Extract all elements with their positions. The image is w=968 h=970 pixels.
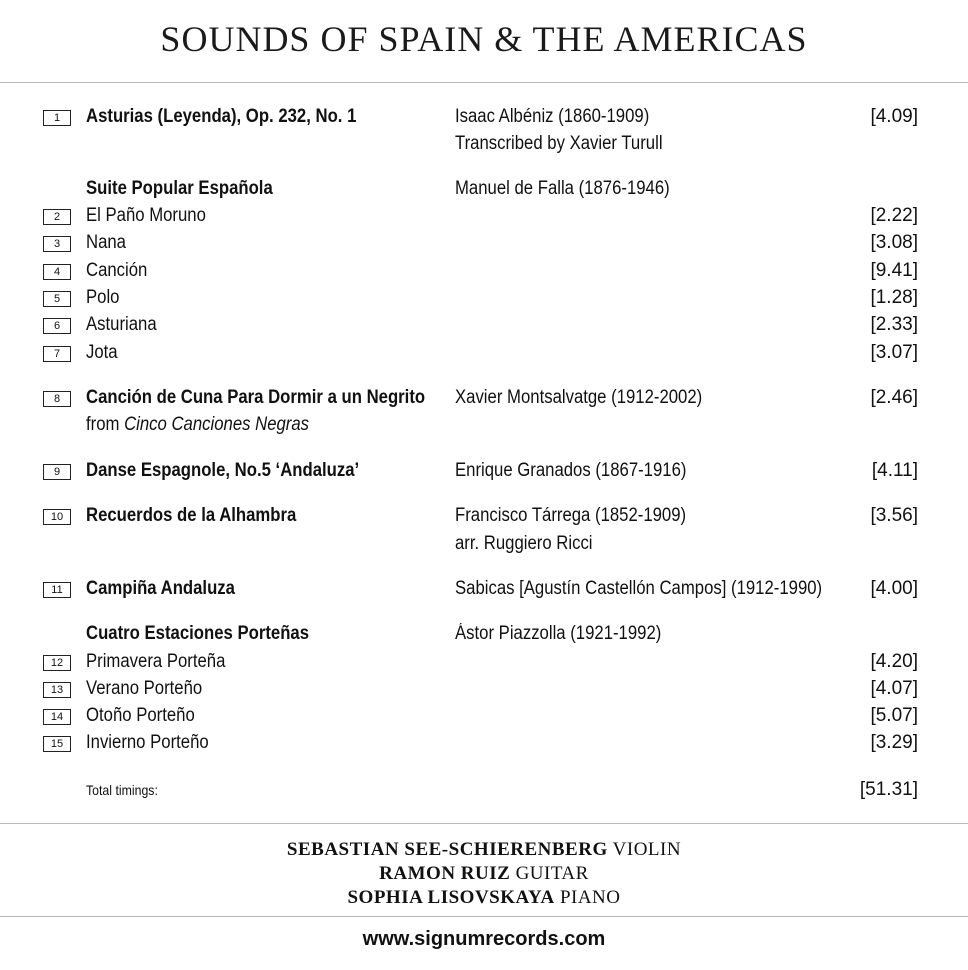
- track-title: Canción: [86, 260, 148, 281]
- total-row: [0, 779, 968, 803]
- track-time: [3.29]: [870, 732, 918, 753]
- track-row-sub: [0, 414, 968, 438]
- track-time: [4.20]: [870, 651, 918, 672]
- track-title: Campiña Andaluza: [86, 578, 235, 599]
- composer: Francisco Tárrega (1852-1909): [455, 505, 687, 526]
- track-time: [9.41]: [870, 260, 918, 281]
- album-title: SOUNDS OF SPAIN & THE AMERICAS: [160, 19, 808, 59]
- performer-credits: [0, 838, 968, 910]
- track-time: [3.08]: [870, 232, 918, 253]
- arranger: Transcribed by Xavier Turull: [455, 133, 663, 154]
- track-time: [3.07]: [870, 342, 918, 363]
- track-number: 5: [43, 291, 71, 307]
- track-row: [0, 732, 968, 756]
- track-number: 3: [43, 236, 71, 252]
- track-title: Recuerdos de la Alhambra: [86, 505, 297, 526]
- divider: [0, 916, 968, 917]
- performer-name: SOPHIA LISOVSKAYA: [347, 887, 555, 908]
- track-time: [4.07]: [870, 678, 918, 699]
- website-link[interactable]: www.signumrecords.com: [362, 928, 606, 950]
- track-title: Otoño Porteño: [86, 705, 195, 726]
- work-title: Cuatro Estaciones Porteñas: [86, 623, 310, 644]
- arranger: arr. Ruggiero Ricci: [455, 533, 593, 554]
- track-row: [0, 705, 968, 729]
- work-title: Suite Popular Española: [86, 178, 273, 199]
- divider: [0, 82, 968, 83]
- track-time: [4.09]: [870, 106, 918, 127]
- track-row: [0, 260, 968, 284]
- track-title: Asturiana: [86, 314, 157, 335]
- track-title: Jota: [86, 342, 118, 363]
- credit-line: [0, 862, 968, 886]
- performer-name: SEBASTIAN SEE-SCHIERENBERG: [286, 839, 608, 860]
- track-title: Canción de Cuna Para Dormir a un Negrito: [86, 387, 426, 408]
- track-time: [2.46]: [870, 387, 918, 408]
- track-number: 10: [43, 509, 71, 525]
- work-heading: [0, 623, 968, 647]
- track-number: 4: [43, 264, 71, 280]
- track-row: [0, 387, 968, 411]
- track-title: Asturias (Leyenda), Op. 232, No. 1: [86, 106, 357, 127]
- track-title: Danse Espagnole, No.5 ‘Andaluza’: [86, 460, 360, 481]
- track-source: [86, 414, 309, 436]
- work-heading: [0, 178, 968, 202]
- track-title: Nana: [86, 232, 126, 253]
- track-number: 9: [43, 464, 71, 480]
- composer: Isaac Albéniz (1860-1909): [455, 106, 650, 127]
- track-time: [3.56]: [870, 505, 918, 526]
- track-row: [0, 342, 968, 366]
- track-number: 15: [43, 736, 71, 752]
- divider: [0, 823, 968, 824]
- track-number: 1: [43, 110, 71, 126]
- total-label: Total timings:: [86, 782, 158, 798]
- track-number: 2: [43, 209, 71, 225]
- performer-name: RAMON RUIZ: [379, 863, 511, 884]
- track-title: Invierno Porteño: [86, 732, 209, 753]
- track-row: [0, 205, 968, 229]
- track-title: Verano Porteño: [86, 678, 203, 699]
- track-row-sub: [0, 533, 968, 557]
- track-row: [0, 232, 968, 256]
- track-time: [4.11]: [871, 460, 918, 481]
- track-row: [0, 651, 968, 675]
- track-title: Polo: [86, 287, 120, 308]
- track-number: 11: [43, 582, 71, 598]
- credit-line: [0, 838, 968, 862]
- source-prefix: from: [86, 414, 125, 435]
- track-number: 13: [43, 682, 71, 698]
- track-row: [0, 505, 968, 529]
- track-title: El Paño Moruno: [86, 205, 206, 226]
- track-row: [0, 460, 968, 484]
- composer: Enrique Granados (1867-1916): [455, 460, 687, 481]
- track-time: [4.00]: [870, 578, 918, 599]
- track-number: 8: [43, 391, 71, 407]
- track-row: [0, 287, 968, 311]
- track-row-sub: [0, 133, 968, 157]
- track-row: [0, 578, 968, 602]
- track-row: [0, 106, 968, 130]
- performer-role: GUITAR: [515, 863, 589, 884]
- track-time: [1.28]: [870, 287, 918, 308]
- track-number: 12: [43, 655, 71, 671]
- track-row: [0, 314, 968, 338]
- track-number: 14: [43, 709, 71, 725]
- track-number: 6: [43, 318, 71, 334]
- track-time: [2.33]: [870, 314, 918, 335]
- track-row: [0, 678, 968, 702]
- track-time: [5.07]: [870, 705, 918, 726]
- track-number: 7: [43, 346, 71, 362]
- credit-line: [0, 886, 968, 910]
- performer-role: VIOLIN: [612, 839, 682, 860]
- composer: Xavier Montsalvatge (1912-2002): [455, 387, 703, 408]
- track-title: Primavera Porteña: [86, 651, 226, 672]
- source-title: Cinco Canciones Negras: [124, 414, 310, 435]
- total-time: [51.31]: [859, 779, 918, 800]
- composer: Manuel de Falla (1876-1946): [455, 178, 670, 199]
- performer-role: PIANO: [559, 887, 621, 908]
- track-time: [2.22]: [870, 205, 918, 226]
- composer: Sabicas [Agustín Castellón Campos] (1912-1990): [455, 578, 823, 599]
- composer: Ástor Piazzolla (1921-1992): [455, 623, 662, 644]
